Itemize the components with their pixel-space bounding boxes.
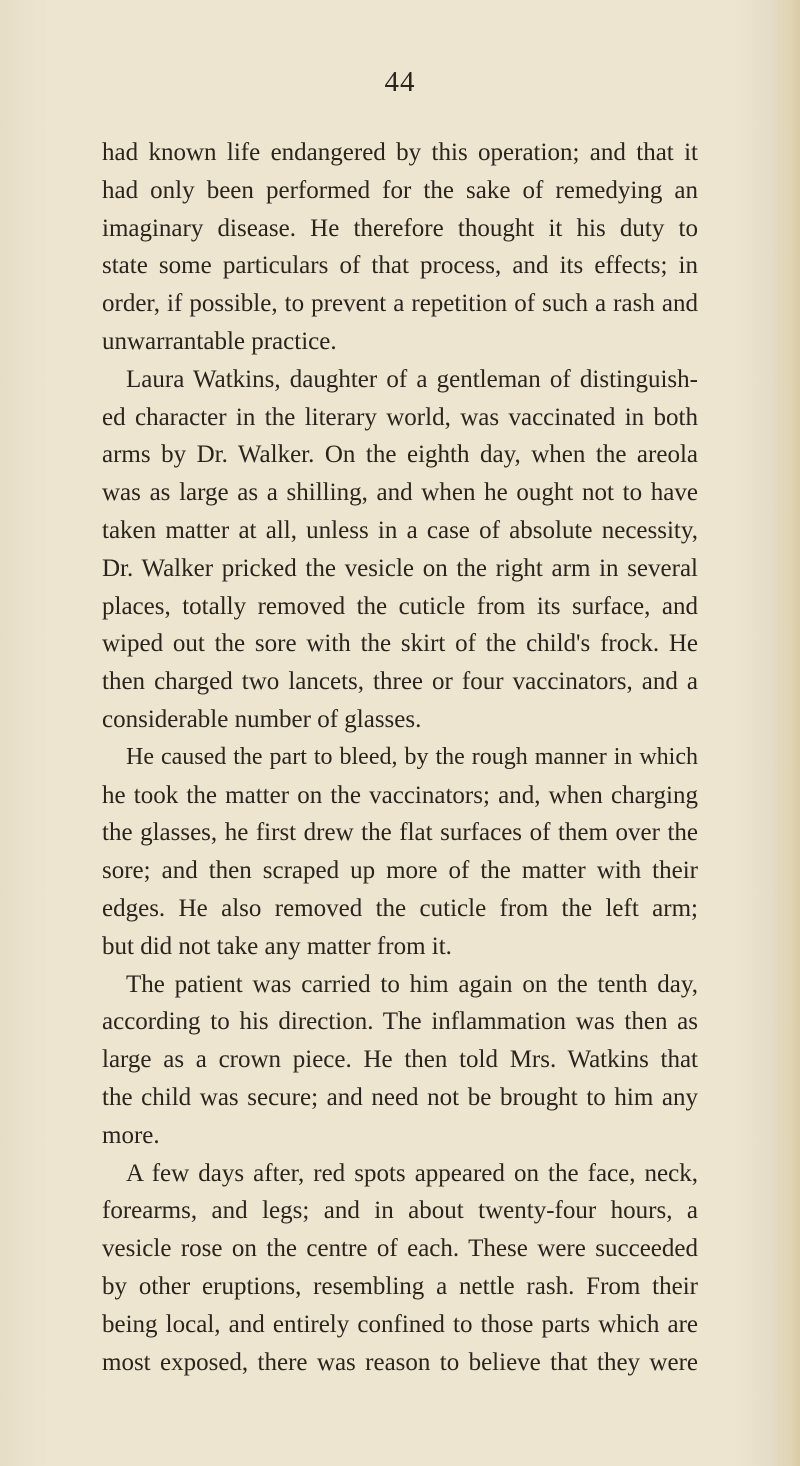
text-line: had known life endangered by this operation; and that it: [102, 139, 698, 166]
text-line: wiped out the sore with the skirt of the child's frock. He: [102, 630, 698, 658]
text-line: taken matter at all, unless in a case of absolute necessity,: [102, 516, 698, 544]
text-line: by other eruptions, resembling a nettle rash. From their: [102, 1272, 698, 1300]
text-line: vesicle rose on the centre of each. These were succeeded: [102, 1235, 698, 1263]
text-line: forearms, and legs; and in about twenty-four hours, a: [102, 1197, 698, 1225]
text-line: Laura Watkins, daughter of a gentleman of distinguish-: [126, 365, 698, 393]
text-line: according to his direction. The inflammation was then as: [102, 1008, 698, 1036]
text-line: Dr. Walker pricked the vesicle on the right arm in several: [102, 554, 698, 582]
text-line: considerable number of glasses.: [102, 705, 422, 733]
text-line: arms by Dr. Walker. On the eighth day, when the areola: [102, 441, 698, 469]
text-line: places, totally removed the cuticle from its surface, and: [102, 592, 698, 620]
text-line: He caused the part to bleed, by the rough manner in which: [126, 743, 698, 770]
text-line: A few days after, red spots appeared on the face, neck,: [126, 1159, 698, 1187]
text-line: large as a crown piece. He then told Mrs. Watkins that: [102, 1046, 698, 1074]
text-line: state some particulars of that process, and its effects; in: [102, 252, 698, 280]
text-line: imaginary disease. He therefore thought it his duty to: [102, 214, 698, 242]
text-line: had only been performed for the sake of remedying an: [102, 176, 698, 204]
text-line: ed character in the literary world, was vaccinated in both: [102, 403, 698, 431]
text-line: sore; and then scraped up more of the matter with their: [102, 857, 698, 885]
text-line: the glasses, he first drew the flat surfaces of them over the: [102, 819, 698, 847]
text-line: edges. He also removed the cuticle from the left arm;: [102, 894, 698, 922]
text-line: was as large as a shilling, and when he ought not to have: [102, 479, 698, 507]
text-line: The patient was carried to him again on the tenth day,: [126, 970, 698, 998]
text-line: the child was secure; and need not be brought to him any: [102, 1083, 698, 1111]
text-line: order, if possible, to prevent a repetition of such a rash and: [102, 290, 698, 318]
text-line: but did not take any matter from it.: [102, 932, 452, 960]
text-line: then charged two lancets, three or four vaccinators, and a: [102, 668, 698, 696]
text-line: being local, and entirely confined to those parts which are: [102, 1310, 698, 1338]
text-line: he took the matter on the vaccinators; and, when charging: [102, 781, 698, 809]
page-edge-shadow: [772, 0, 800, 1466]
text-line: unwarrantable practice.: [102, 327, 337, 355]
text-line: most exposed, there was reason to believe that they were: [102, 1348, 698, 1376]
body-text: [102, 134, 698, 1381]
page-number: 44: [384, 66, 416, 98]
text-line: more.: [102, 1121, 160, 1149]
